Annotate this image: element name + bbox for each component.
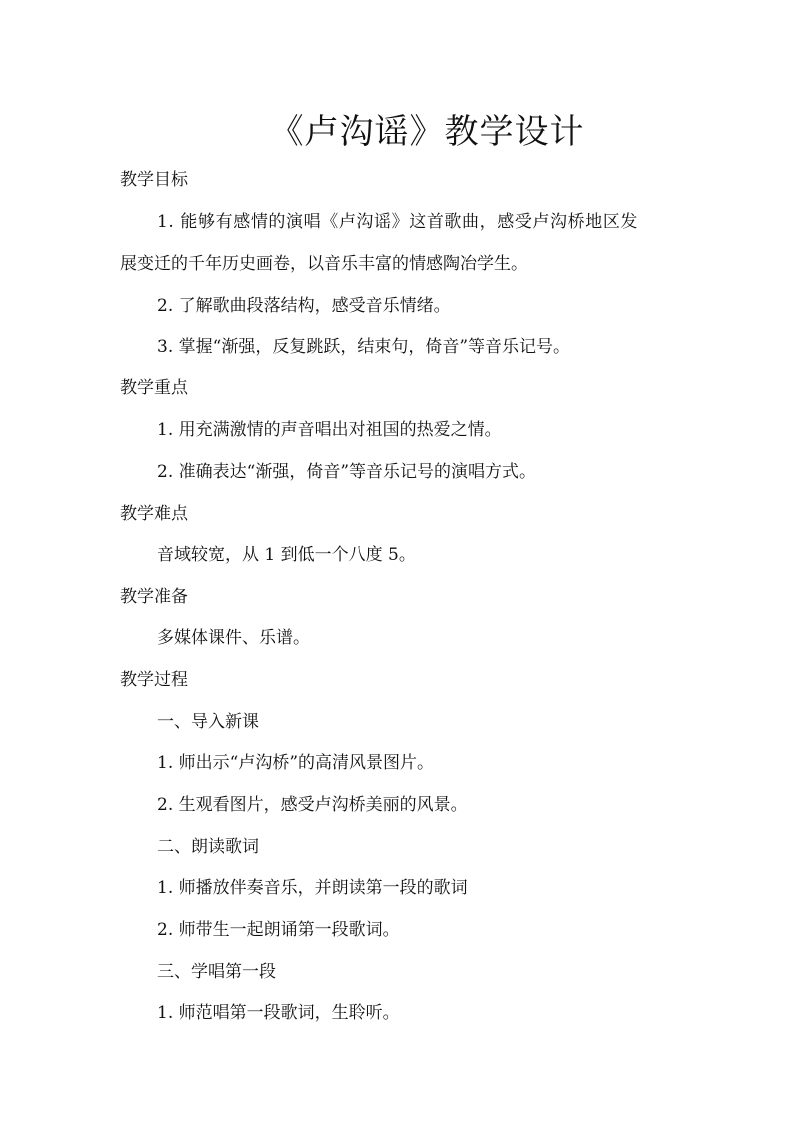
section-heading-difficulties: 教学难点 (120, 504, 188, 524)
process-part-3-item-1: 1. 师范唱第一段歌词，生聆听。 (157, 1003, 400, 1023)
page-title: 《卢沟谣》教学设计 (269, 112, 585, 152)
process-part-3-title: 三、学唱第一段 (157, 962, 276, 982)
section-heading-process: 教学过程 (120, 670, 188, 690)
process-part-1-title: 一、导入新课 (157, 712, 259, 732)
key-point-item-2: 2. 准确表达“渐强，倚音”等音乐记号的演唱方式。 (157, 462, 537, 482)
process-part-2-title: 二、朗读歌词 (157, 837, 259, 857)
objective-item-3: 3. 掌握“渐强，反复跳跃，结束句，倚音”等音乐记号。 (157, 337, 571, 357)
preparation-text: 多媒体课件、乐谱。 (157, 628, 310, 648)
process-part-2-item-1: 1. 师播放伴奏音乐，并朗读第一段的歌词 (157, 878, 468, 898)
difficulties-text: 音域较宽，从 1 到低一个八度 5。 (157, 545, 416, 565)
key-point-item-1: 1. 用充满激情的声音唱出对祖国的热爱之情。 (157, 420, 502, 440)
objective-item-1-line-2: 展变迁的千年历史画卷，以音乐丰富的情感陶冶学生。 (120, 254, 528, 274)
section-heading-key-points: 教学重点 (120, 378, 188, 398)
process-part-1-item-2: 2. 生观看图片，感受卢沟桥美丽的风景。 (157, 795, 468, 815)
objective-item-2: 2. 了解歌曲段落结构，感受音乐情绪。 (157, 296, 451, 316)
objective-item-1-line-1: 1. 能够有感情的演唱《卢沟谣》这首歌曲，感受卢沟桥地区发 (157, 212, 639, 232)
process-part-1-item-1: 1. 师出示“卢沟桥”的高清风景图片。 (157, 753, 435, 773)
section-heading-objectives: 教学目标 (120, 170, 188, 190)
section-heading-preparation: 教学准备 (120, 587, 188, 607)
process-part-2-item-2: 2. 师带生一起朗诵第一段歌词。 (157, 920, 400, 940)
